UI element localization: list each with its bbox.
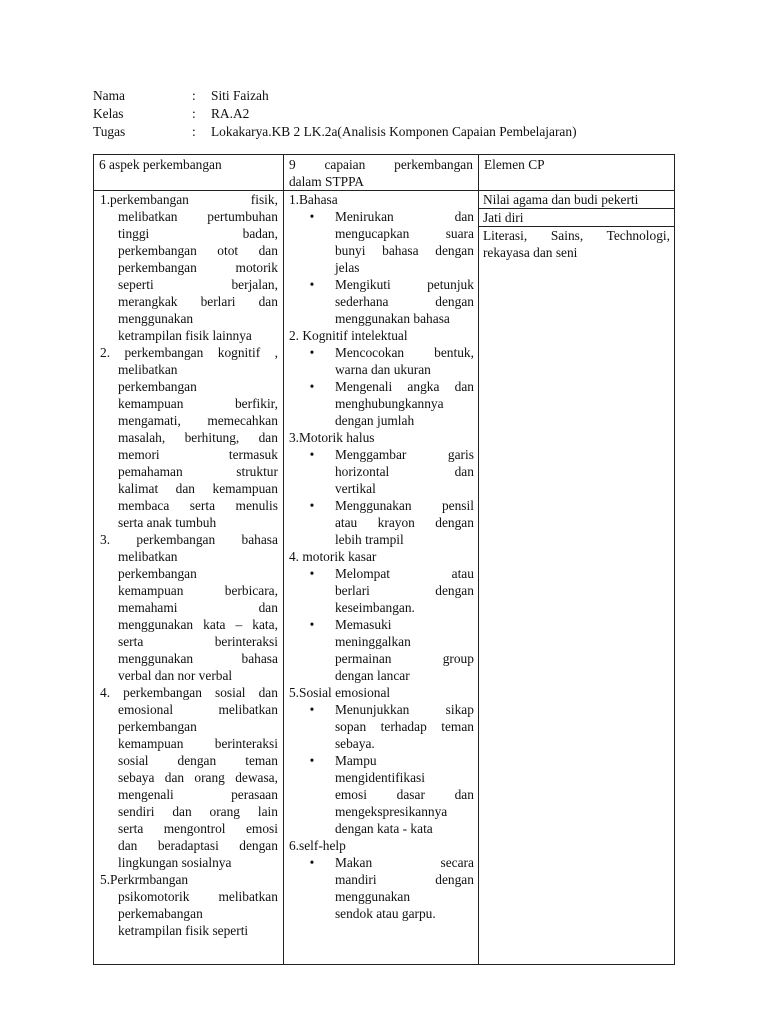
bullet-line: Memasuki [334, 617, 392, 632]
aspect-line: perkembangan [118, 566, 197, 581]
aspect-line: kalimat dan kemampuan [118, 481, 278, 496]
bullet-line: sederhana dengan [334, 294, 474, 309]
achievement-bullet [289, 497, 474, 548]
aspect-line: tinggi badan, [118, 226, 278, 241]
aspect-line: perkembangan otot dan [118, 243, 278, 258]
achievement-section [289, 191, 474, 327]
bullet-line: meninggalkan [334, 634, 411, 649]
element-line: Literasi, Sains, Technologi, [482, 228, 670, 243]
aspect-line: ketrampilan fisik lainnya [118, 328, 252, 343]
header-colon: : [192, 106, 196, 121]
bullet-line: Mengenali angka dan [334, 379, 474, 394]
bullet-line: Mampu [334, 753, 377, 768]
header-achievements-line1: 9 capaian perkembangan [288, 157, 473, 172]
aspect-item [100, 191, 278, 344]
bullet-icon: • [309, 379, 315, 394]
bullet-line: mengucapkan suara [334, 226, 474, 241]
header-row [93, 87, 577, 105]
bullet-line: bunyi bahasa dengan [334, 243, 474, 258]
bullet-icon: • [309, 277, 315, 292]
achievement-section [289, 837, 474, 922]
bullet-text [335, 701, 474, 752]
aspect-item [100, 684, 278, 871]
aspect-line: membaca serta menulis [118, 498, 278, 513]
bullet-line: Mengikuti petunjuk [334, 277, 474, 292]
bullet-icon: • [309, 447, 315, 462]
achievement-section [289, 684, 474, 837]
header-row [93, 123, 577, 141]
aspect-line: lingkungan sosialnya [118, 855, 232, 870]
bullet-line: berlari dengan [334, 583, 474, 598]
bullet-icon: • [309, 566, 315, 581]
aspect-line: psikomotorik melibatkan [118, 889, 278, 904]
bullet-text [335, 208, 474, 276]
aspect-line: serta anak tumbuh [118, 515, 217, 530]
bullet-text [335, 344, 474, 378]
aspect-line: emosional melibatkan [118, 702, 278, 717]
bullet-line: mengekspresikannya [334, 804, 448, 819]
aspect-line: perkemabangan [118, 906, 203, 921]
aspect-line: merangkak berlari dan [118, 294, 278, 309]
element-item [479, 209, 674, 227]
bullet-text [335, 497, 474, 548]
header-colon: : [192, 124, 196, 139]
achievement-bullet [289, 378, 474, 429]
bullet-line: vertikal [334, 481, 376, 496]
aspect-line: mengamati, memecahkan [118, 413, 278, 428]
achievement-title: 3.Motorik halus [288, 430, 375, 445]
bullet-line: sopan terhadap teman [334, 719, 474, 734]
aspect-line: perkembangan motorik [118, 260, 278, 275]
aspect-line: melibatkan [118, 549, 178, 564]
table-body-row [94, 191, 675, 965]
achievement-title: 1.Bahasa [288, 192, 338, 207]
header-elements-text: Elemen CP [483, 157, 545, 172]
aspect-line: kemampuan berinteraksi [118, 736, 278, 751]
achievement-bullet [289, 701, 474, 752]
aspect-line: 5.Perkrmbangan [100, 872, 189, 887]
header-value: RA.A2 [211, 106, 250, 121]
header-achievements-line2: dalam STPPA [288, 174, 364, 189]
aspect-line: serta berinteraksi [118, 634, 278, 649]
aspect-line: memahami dan [118, 600, 278, 615]
aspect-line: dan beradaptasi dengan [118, 838, 278, 853]
header-elements [478, 155, 674, 191]
bullet-icon: • [309, 855, 315, 870]
aspect-line: ketrampilan fisik seperti [118, 923, 249, 938]
header-achievements [283, 155, 478, 191]
header-aspects-text: 6 aspek perkembangan [99, 157, 222, 172]
achievement-bullet [289, 276, 474, 327]
aspect-line: 3. perkembangan bahasa [100, 532, 278, 547]
bullet-line: Menggambar garis [334, 447, 474, 462]
element-item [479, 191, 674, 209]
aspect-line: kemampuan berfikir, [118, 396, 278, 411]
aspect-line: verbal dan nor verbal [118, 668, 233, 683]
aspect-line: sebaya dan orang dewasa, [118, 770, 278, 785]
aspect-line: perkembangan [118, 719, 197, 734]
aspect-line: menggunakan bahasa [118, 651, 278, 666]
bullet-text [335, 446, 474, 497]
header-colon: : [192, 88, 196, 103]
achievement-title: 2. Kognitif intelektual [288, 328, 408, 343]
element-item [479, 227, 674, 261]
aspect-continuation [100, 548, 278, 684]
aspect-line: menggunakan kata – kata, [118, 617, 278, 632]
bullet-line: Menggunakan pensil [334, 498, 474, 513]
header-label: Kelas [93, 106, 124, 121]
bullet-line: keseimbangan. [334, 600, 415, 615]
aspect-item [100, 531, 278, 684]
achievement-title: 6.self-help [288, 838, 346, 853]
aspect-line: sosial dengan teman [118, 753, 278, 768]
aspect-line: 4. perkembangan sosial dan [100, 685, 278, 700]
bullet-line: Mencocokan bentuk, [334, 345, 474, 360]
aspect-line: 1.perkembangan fisik, [100, 192, 278, 207]
bullet-line: horizontal dan [334, 464, 474, 479]
header-row [93, 105, 577, 123]
header-aspects [94, 155, 284, 191]
table-header-row [94, 155, 675, 191]
bullet-line: jelas [334, 260, 360, 275]
achievement-bullet [289, 208, 474, 276]
bullet-icon: • [309, 753, 315, 768]
aspect-item [100, 871, 278, 939]
aspect-line: serta mengontrol emosi [118, 821, 278, 836]
bullet-text [335, 854, 474, 922]
bullet-icon: • [309, 209, 315, 224]
bullet-line: menggunakan bahasa [334, 311, 450, 326]
bullet-line: Melompat atau [334, 566, 474, 581]
achievement-title: 5.Sosial emosional [288, 685, 391, 700]
achievement-bullet [289, 344, 474, 378]
achievement-section [289, 548, 474, 684]
aspect-line: melibatkan pertumbuhan [118, 209, 278, 224]
aspect-continuation [100, 888, 278, 939]
header-label: Nama [93, 88, 125, 103]
bullet-line: Menirukan dan [334, 209, 474, 224]
aspect-line: menggunakan [118, 311, 194, 326]
header-block [93, 87, 577, 141]
aspect-line: pemahaman struktur [118, 464, 278, 479]
bullet-line: atau krayon dengan [334, 515, 474, 530]
bullet-line: dengan kata - kata [334, 821, 433, 836]
bullet-text [335, 276, 474, 327]
bullet-line: dengan lancar [334, 668, 410, 683]
aspect-line: melibatkan [118, 362, 178, 377]
achievement-bullet [289, 446, 474, 497]
aspect-item [100, 344, 278, 531]
aspect-line: perkembangan [118, 379, 197, 394]
aspect-line: 2. perkembangan kognitif , [100, 345, 278, 360]
bullet-text [335, 752, 474, 837]
bullet-icon: • [309, 702, 315, 717]
achievement-bullet [289, 854, 474, 922]
bullet-icon: • [309, 498, 315, 513]
element-line: Nilai agama dan budi pekerti [482, 192, 639, 207]
achievement-section [289, 327, 474, 429]
aspect-line: sendiri dan orang lain [118, 804, 278, 819]
achievement-bullet [289, 565, 474, 616]
bullet-line: Makan secara [334, 855, 474, 870]
bullet-line: mengidentifikasi [334, 770, 425, 785]
aspects-cell [94, 191, 284, 965]
bullet-line: dengan jumlah [334, 413, 415, 428]
aspect-line: kemampuan berbicara, [118, 583, 278, 598]
aspect-line: memori termasuk [118, 447, 278, 462]
bullet-text [335, 565, 474, 616]
bullet-text [335, 378, 474, 429]
bullet-line: lebih trampil [334, 532, 404, 547]
aspect-continuation [100, 701, 278, 871]
header-label: Tugas [93, 124, 126, 139]
element-line: rekayasa dan seni [482, 245, 578, 260]
aspect-continuation [100, 208, 278, 344]
bullet-line: emosi dasar dan [334, 787, 474, 802]
aspect-continuation [100, 361, 278, 531]
achievement-bullet [289, 752, 474, 837]
bullet-line: menghubungkannya [334, 396, 444, 411]
aspect-line: mengenali perasaan [118, 787, 278, 802]
cp-analysis-table [93, 154, 675, 965]
header-value: Siti Faizah [211, 88, 269, 103]
bullet-line: Menunjukkan sikap [334, 702, 474, 717]
elements-cell [478, 191, 674, 965]
achievements-cell [283, 191, 478, 965]
bullet-line: warna dan ukuran [334, 362, 431, 377]
achievement-title: 4. motorik kasar [288, 549, 377, 564]
aspect-line: masalah, berhitung, dan [118, 430, 278, 445]
bullet-text [335, 616, 474, 684]
element-line: Jati diri [482, 210, 524, 225]
bullet-icon: • [309, 617, 315, 632]
bullet-line: menggunakan [334, 889, 411, 904]
header-value: Lokakarya.KB 2 LK.2a(Analisis Komponen Capaian Pembelajaran) [211, 124, 577, 139]
bullet-line: mandiri dengan [334, 872, 474, 887]
achievement-bullet [289, 616, 474, 684]
bullet-line: permainan group [334, 651, 474, 666]
bullet-line: sendok atau garpu. [334, 906, 436, 921]
achievement-section [289, 429, 474, 548]
aspect-line: seperti berjalan, [118, 277, 278, 292]
bullet-icon: • [309, 345, 315, 360]
bullet-line: sebaya. [334, 736, 375, 751]
